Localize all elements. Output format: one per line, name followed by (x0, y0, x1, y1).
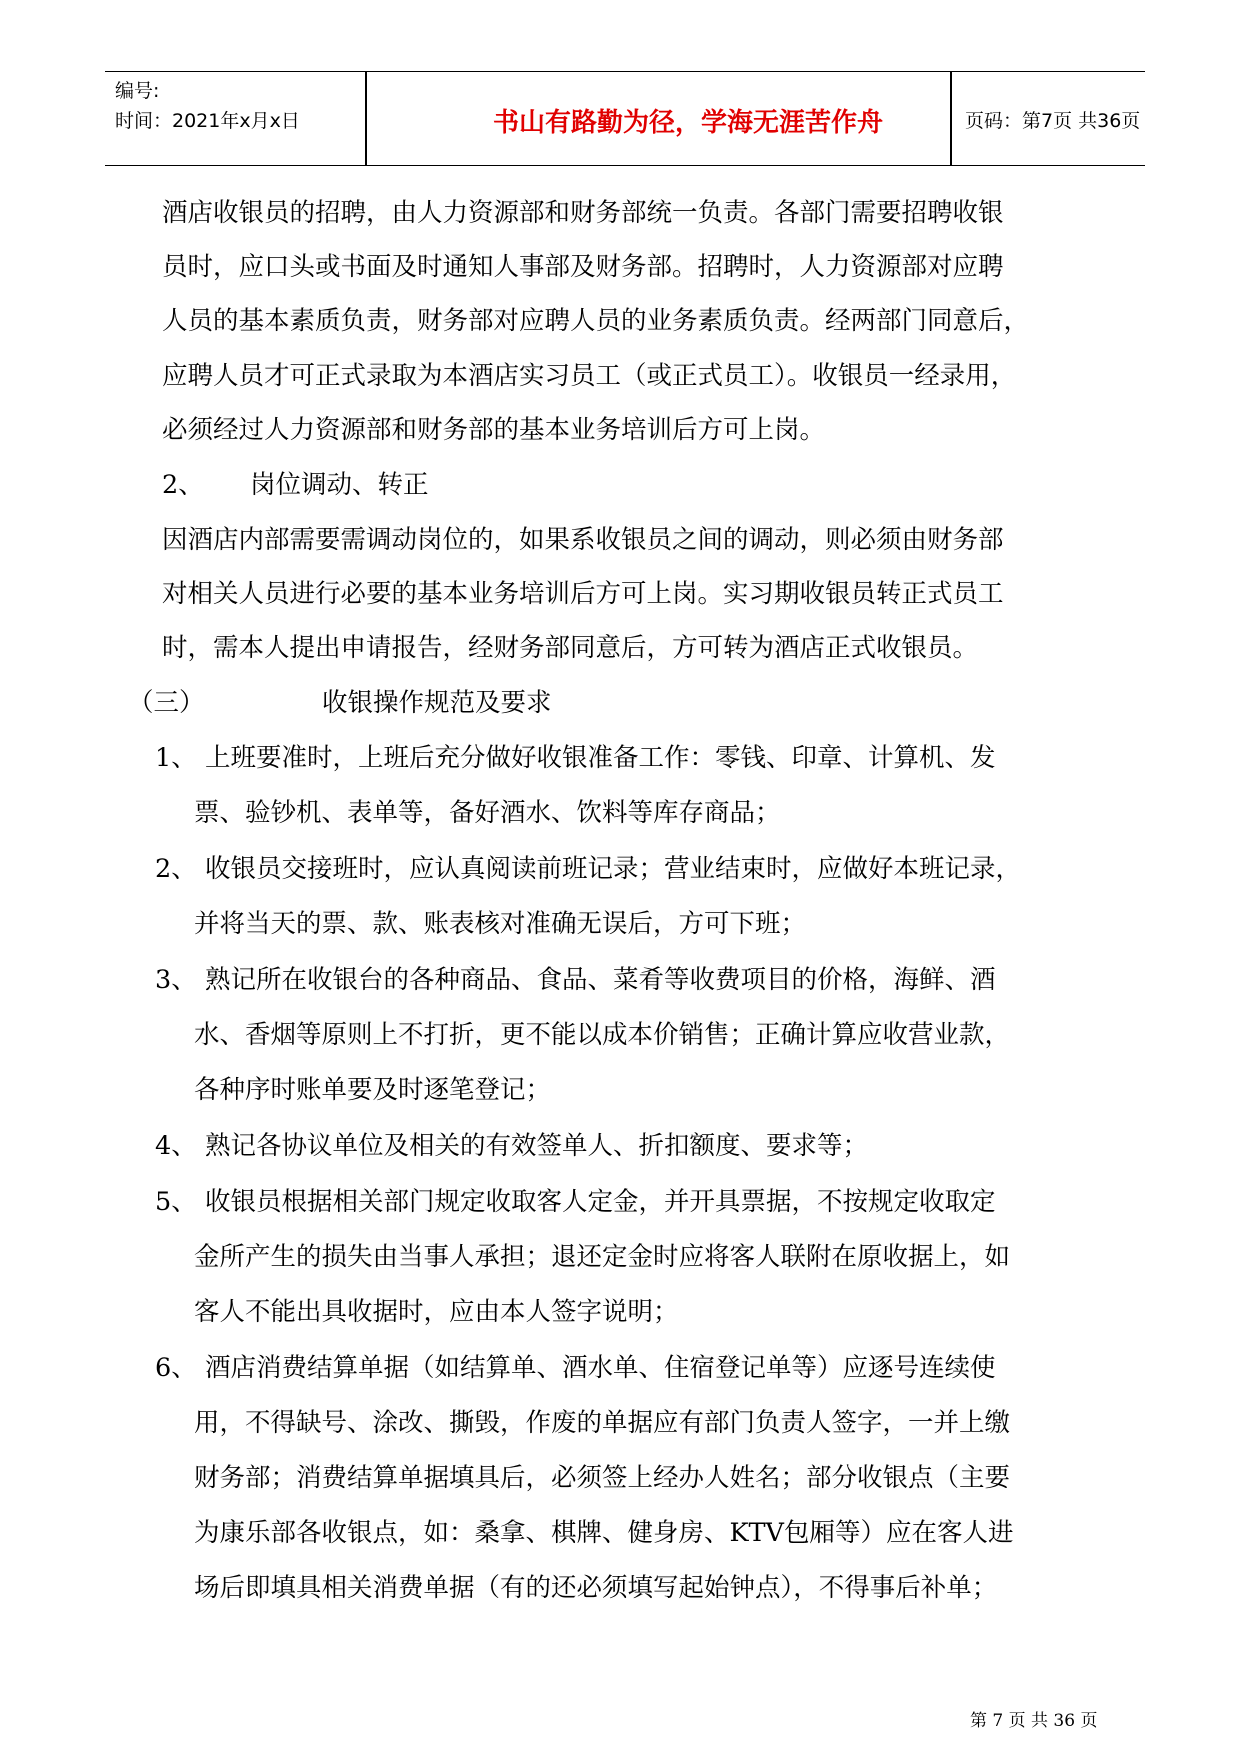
list-item-line: 熟记各协议单位及相关的有效签单人、折扣额度、要求等； (205, 1131, 869, 1161)
para1-line: 酒店收银员的招聘，由人力资源部和财务部统一负责。各部门需要招聘收银 (162, 198, 1004, 228)
list-item-line: 用，不得缺号、涂改、撕毁，作废的单据应有部门负责人签字，一并上缴 (194, 1408, 1011, 1438)
list-item-number: 4、 (155, 1131, 197, 1161)
list-item-line: 金所产生的损失由当事人承担；退还定金时应将客人联附在原收据上，如 (194, 1242, 1011, 1272)
list-item-number: 6、 (155, 1353, 197, 1383)
para2-line: 对相关人员进行必要的基本业务培训后方可上岗。实习期收银员转正式员工 (162, 579, 1004, 609)
para2-line: 时，需本人提出申请报告，经财务部同意后，方可转为酒店正式收银员。 (162, 633, 979, 663)
item2-number: 2、 (162, 470, 204, 500)
para1-line: 员时，应口头或书面及时通知人事部及财务部。招聘时，人力资源部对应聘 (162, 252, 1004, 282)
section3-title: 收银操作规范及要求 (322, 688, 552, 718)
header-divider (950, 72, 952, 165)
para1-line: 应聘人员才可正式录取为本酒店实习员工（或正式员工）。收银员一经录用， (162, 361, 1017, 391)
header-page-label: 页码：第7页 共36页 (965, 110, 1141, 132)
list-item-line: 票、验钞机、表单等，备好酒水、饮料等库存商品； (194, 798, 781, 828)
page-footer: 第 7 页 共 36 页 (970, 1711, 1098, 1731)
list-item-line: 熟记所在收银台的各种商品、食品、菜肴等收费项目的价格，海鲜、酒 (205, 965, 996, 995)
list-item-line: 上班要准时，上班后充分做好收银准备工作：零钱、印章、计算机、发 (205, 743, 996, 773)
list-item-number: 2、 (155, 854, 197, 884)
time-label: 时间：2021年x月x日 (115, 110, 300, 132)
list-item-number: 5、 (155, 1187, 197, 1217)
list-item-line: 财务部；消费结算单据填具后，必须签上经办人姓名；部分收银点（主要 (194, 1463, 1011, 1493)
para1-line: 必须经过人力资源部和财务部的基本业务培训后方可上岗。 (162, 415, 826, 445)
list-item-number: 1、 (155, 743, 197, 773)
serial-label: 编号: (115, 80, 160, 102)
list-item-line: 为康乐部各收银点，如：桑拿、棋牌、健身房、KTV包厢等）应在客人进 (194, 1518, 1014, 1548)
list-item-number: 3、 (155, 965, 197, 995)
section3-number: （三） (128, 688, 205, 718)
header-divider (365, 72, 367, 165)
list-item-line: 水、香烟等原则上不打折，更不能以成本价销售；正确计算应收营业款， (194, 1020, 1011, 1050)
list-item-line: 并将当天的票、款、账表核对准确无误后，方可下班； (194, 909, 807, 939)
list-item-line: 各种序时账单要及时逐笔登记； (194, 1075, 552, 1105)
list-item-line: 场后即填具相关消费单据（有的还必须填写起始钟点），不得事后补单； (194, 1573, 998, 1603)
list-item-line: 收银员交接班时，应认真阅读前班记录；营业结束时，应做好本班记录， (205, 854, 1022, 884)
para2-line: 因酒店内部需要需调动岗位的，如果系收银员之间的调动，则必须由财务部 (162, 525, 1004, 555)
list-item-line: 收银员根据相关部门规定收取客人定金，并开具票据，不按规定收取定 (205, 1187, 996, 1217)
list-item-line: 客人不能出具收据时，应由本人签字说明； (194, 1297, 679, 1327)
item2-title: 岗位调动、转正 (250, 470, 429, 500)
header-meta (115, 76, 300, 136)
para1-line: 人员的基本素质负责，财务部对应聘人员的业务素质负责。经两部门同意后， (162, 306, 1030, 336)
page-header (105, 71, 1145, 166)
list-item-line: 酒店消费结算单据（如结算单、酒水单、住宿登记单等）应逐号连续使 (205, 1353, 996, 1383)
header-motto: 书山有路勤为径，学海无涯苦作舟 (493, 108, 884, 138)
